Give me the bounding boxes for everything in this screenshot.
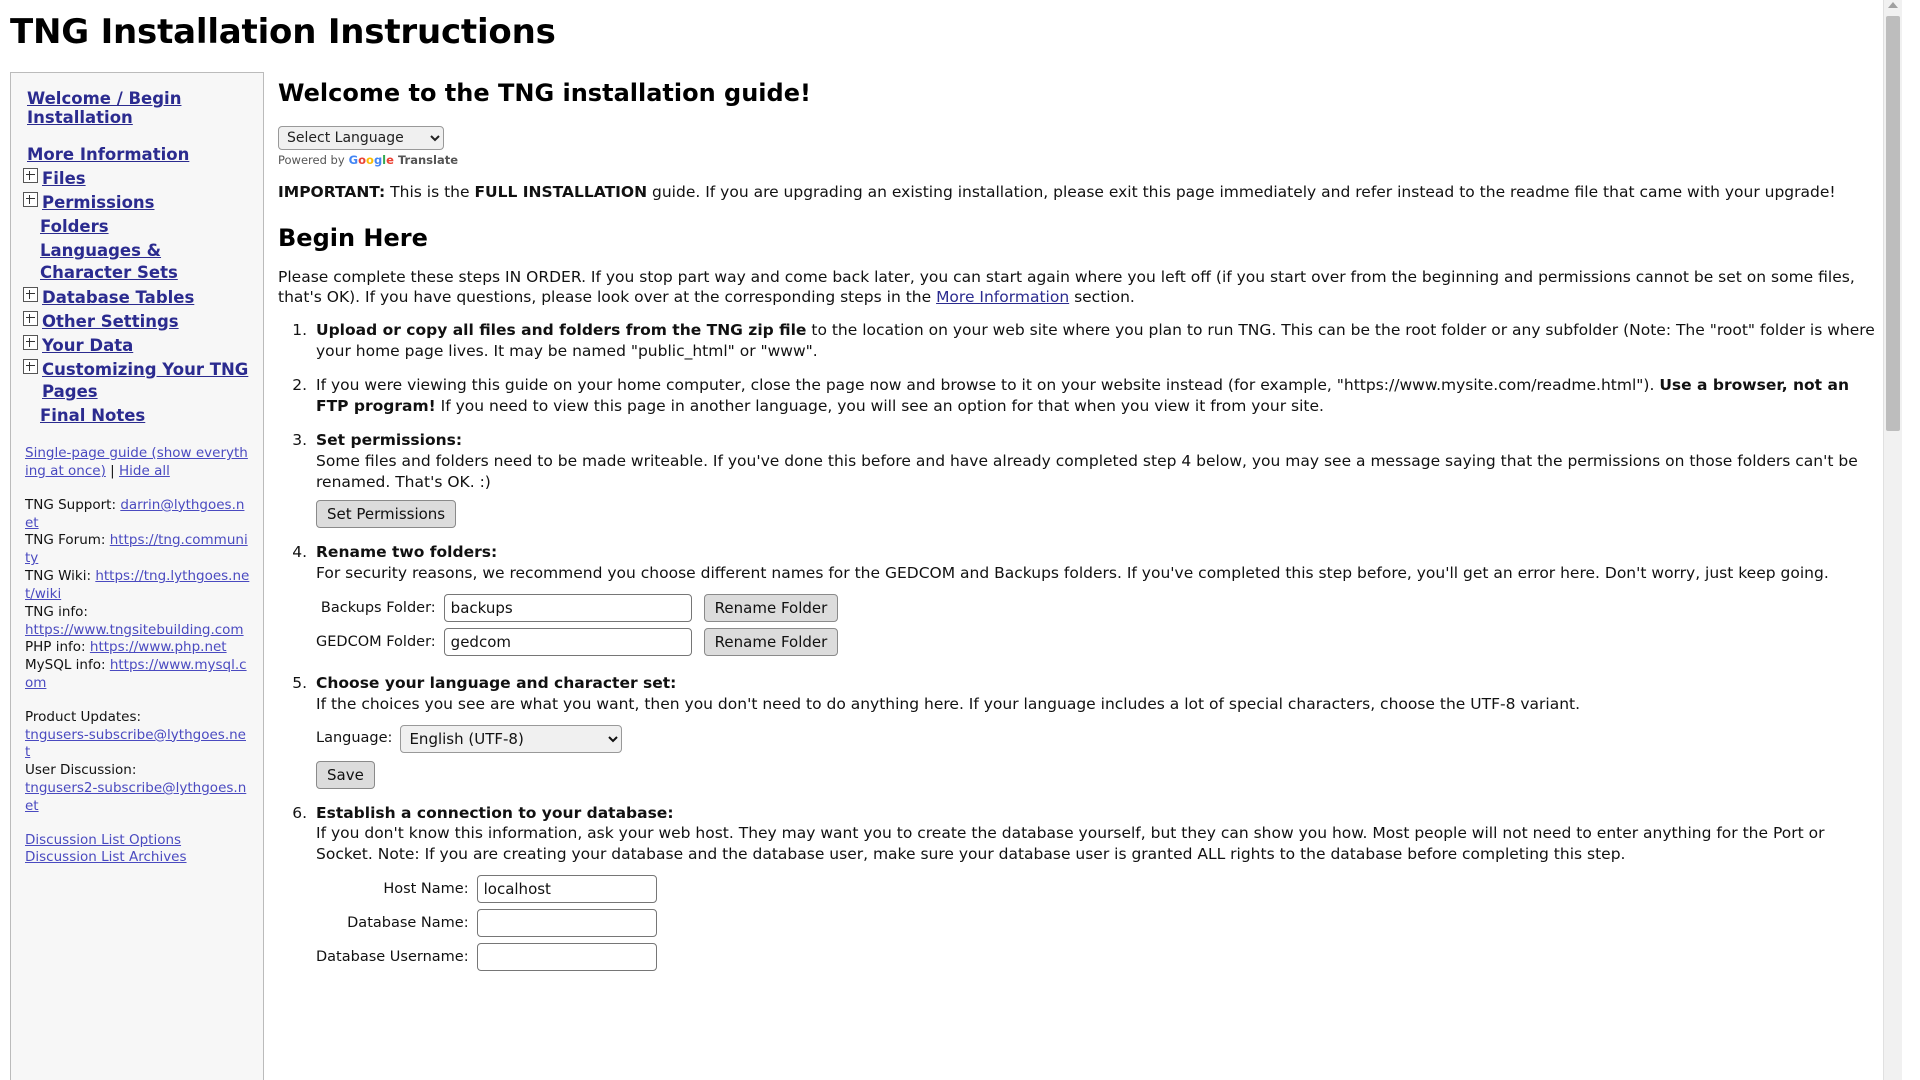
list-label-product-updates: Product Updates: — [25, 708, 142, 725]
language-select[interactable] — [400, 725, 622, 753]
expand-box-icon[interactable] — [23, 168, 38, 183]
important-notice — [278, 182, 1878, 203]
contact-row-tng-info — [25, 604, 251, 640]
discussion-list-archives-link[interactable]: Discussion List Archives — [25, 849, 187, 866]
contact-label: TNG info: — [25, 603, 88, 620]
expand-box-icon[interactable] — [23, 192, 38, 207]
expand-box-icon[interactable] — [23, 311, 38, 326]
product-updates-subscribe-link[interactable]: tngusers-subscribe@lythgoes.net — [25, 726, 246, 761]
powered-by-google-translate — [278, 153, 1878, 168]
gedcom-folder-row — [316, 625, 844, 659]
sidebar-item-label[interactable]: Permissions — [42, 193, 155, 213]
sidebar — [10, 72, 264, 1080]
sidebar-item-permissions[interactable] — [23, 192, 251, 214]
sidebar-heading-more-information[interactable]: More Information — [27, 145, 190, 164]
expand-box-icon[interactable] — [23, 335, 38, 350]
contact-row-tng-forum — [25, 532, 251, 568]
step-4-text: For security reasons, we recommend you choose different names for the GEDCOM and Backups folders. If you've completed this step before, you'll get an error here. Don't worry, just keep going. — [316, 563, 1829, 582]
contact-label: TNG Forum: — [25, 532, 106, 549]
tng-forum-link[interactable]: https://tng.community — [25, 532, 248, 567]
list-label-user-discussion: User Discussion: — [25, 762, 137, 779]
spacer-icon — [23, 242, 36, 255]
php-info-link[interactable]: https://www.php.net — [89, 639, 227, 656]
contact-row-php-info — [25, 639, 251, 657]
discussion-list-options-link[interactable]: Discussion List Options — [25, 831, 182, 848]
step-4-rename-folders — [312, 542, 1878, 659]
step-6-text: If you don't know this information, ask your web host. They may want you to create the database yourself, but they can show you how. Most people will not need to enter anything for the Port or Socket. Note: If you are creating your database and the database user, make sure your database user is granted ALL rights to the database before completing this step. — [316, 824, 1825, 863]
tng-info-link[interactable]: https://www.tngsitebuilding.com — [25, 621, 244, 638]
expand-box-icon[interactable] — [23, 359, 38, 374]
sidebar-item-final-notes[interactable] — [23, 405, 251, 427]
sidebar-navigation — [11, 89, 263, 427]
sidebar-item-label[interactable]: Final Notes — [40, 406, 146, 426]
database-name-label: Database Name: — [347, 914, 469, 931]
sidebar-guide-links — [11, 445, 263, 481]
backups-folder-input[interactable] — [444, 594, 692, 622]
google-letter-l: l — [382, 152, 387, 167]
host-name-row — [316, 872, 663, 906]
sidebar-discussion-links — [11, 832, 263, 868]
language-selector-row — [316, 725, 1878, 753]
contact-label: MySQL info: — [25, 657, 106, 674]
main-content — [264, 72, 1902, 988]
powered-by-label: Powered by — [278, 152, 345, 167]
google-translate-widget — [278, 126, 1878, 168]
step-2-bold-use-browser: Use a browser, not an FTP program! — [316, 376, 1849, 415]
sidebar-item-label[interactable]: Your Data — [42, 335, 134, 355]
vertical-scrollbar[interactable] — [1883, 0, 1902, 1080]
begin-here-heading: Begin Here — [278, 223, 428, 252]
sidebar-item-languages-character-sets[interactable] — [23, 240, 251, 284]
translate-label: Translate — [397, 152, 458, 167]
database-username-row — [316, 940, 663, 974]
host-name-input[interactable] — [477, 875, 657, 903]
gedcom-folder-label: GEDCOM Folder: — [316, 633, 436, 650]
spacer-icon — [23, 218, 36, 231]
rename-gedcom-folder-button[interactable]: Rename Folder — [704, 628, 839, 656]
sidebar-mailing-lists — [11, 709, 263, 816]
hide-all-link[interactable]: Hide all — [119, 463, 170, 480]
contact-row-mysql-info — [25, 657, 251, 693]
tng-support-email-link[interactable]: darrin@lythgoes.net — [25, 496, 245, 531]
step-4-heading: Rename two folders: — [316, 543, 498, 562]
google-logo-text — [349, 153, 394, 167]
google-letter-g: G — [348, 152, 359, 167]
database-username-label: Database Username: — [316, 948, 469, 965]
database-connection-form — [316, 872, 663, 974]
contact-row-tng-support — [25, 497, 251, 533]
rename-backups-folder-button[interactable]: Rename Folder — [704, 594, 839, 622]
spacer — [11, 429, 263, 445]
sidebar-item-folders[interactable] — [23, 216, 251, 238]
step-3-heading: Set permissions: — [316, 431, 463, 450]
expand-box-icon[interactable] — [23, 287, 38, 302]
step-2-browse-from-website — [312, 375, 1878, 416]
sidebar-item-database-tables[interactable] — [23, 287, 251, 309]
google-letter-g2: g — [373, 152, 383, 167]
google-letter-o1: o — [358, 152, 367, 167]
more-information-link[interactable]: More Information — [936, 288, 1070, 307]
contact-label: TNG Support: — [25, 496, 117, 513]
sidebar-contacts — [11, 497, 263, 693]
important-text-2: guide. If you are upgrading an existing installation, please exit this page immediately and refer instead to the readme file that came with your upgrade! — [647, 183, 1836, 202]
sidebar-item-welcome[interactable]: Welcome / Begin Installation — [27, 89, 182, 127]
google-letter-o2: o — [366, 152, 374, 167]
step-5-text: If the choices you see are what you want, then you don't need to do anything here. If your language includes a lot of special characters, choose the UTF-8 variant. — [316, 695, 1581, 714]
sidebar-item-label[interactable]: Database Tables — [42, 287, 195, 307]
step-2-text-1: If you were viewing this guide on your home computer, close the page now and browse to it on your website instead (for example, "https://www.mysite.com/readme.html"). — [316, 376, 1660, 395]
sidebar-item-other-settings[interactable] — [23, 311, 251, 333]
page-layout — [0, 72, 1902, 1080]
select-language-dropdown[interactable] — [278, 126, 444, 150]
database-name-row — [316, 906, 663, 940]
sidebar-item-your-data[interactable] — [23, 335, 251, 357]
begin-here-paragraph — [278, 267, 1878, 308]
sidebar-item-files[interactable] — [23, 168, 251, 190]
database-name-input[interactable] — [477, 909, 657, 937]
step-3-text: Some files and folders need to be made writeable. If you've done this before and have already completed step 4 below, you may see a message saying that the permissions on those folders can't be renamed. That's OK. :) — [316, 451, 1858, 491]
spacer — [11, 481, 263, 497]
link-separator: | — [110, 463, 115, 480]
single-page-guide-link[interactable]: Single-page guide (show everything at once) — [25, 445, 248, 480]
step-2-text-2: If you need to view this page in another language, you will see an option for that when you view it from your site. — [435, 396, 1324, 415]
sidebar-item-customizing-your-tng-pages[interactable] — [23, 359, 251, 403]
backups-folder-row — [316, 591, 844, 625]
important-text-1: This is the — [385, 183, 475, 202]
backups-folder-label: Backups Folder: — [320, 599, 436, 616]
step-5-choose-language — [312, 673, 1878, 788]
google-letter-e: e — [386, 152, 394, 167]
sidebar-item-label[interactable]: Other Settings — [42, 311, 179, 331]
spacer — [11, 816, 263, 832]
language-label: Language: — [316, 729, 393, 746]
set-permissions-button[interactable]: Set Permissions — [316, 500, 456, 528]
sidebar-item-label[interactable]: Files — [42, 169, 86, 188]
step-5-heading: Choose your language and character set: — [316, 674, 677, 693]
user-discussion-subscribe-link[interactable]: tngusers2-subscribe@lythgoes.net — [25, 780, 247, 814]
step-1-text: to the location on your web site where you plan to run TNG. This can be the root folder or any subfolder (Note: The "root" folder is where your home page lives. It may be named "public_html" or "www". — [316, 320, 1875, 360]
rename-folders-form — [316, 591, 844, 659]
gedcom-folder-input[interactable] — [444, 628, 692, 656]
page-title: TNG Installation Instructions — [10, 12, 556, 52]
begin-text-2: section. — [1069, 288, 1135, 307]
begin-text-1: Please complete these steps IN ORDER. If you stop part way and come back later, you can start again where you left off (if you start over from the beginning and permissions cannot be set on some files, that's OK). If you have questions, please look over at the corresponding steps in the — [278, 267, 1855, 307]
database-username-input[interactable] — [477, 943, 657, 971]
scrollbar-thumb[interactable] — [1886, 16, 1900, 431]
scroll-up-arrow-icon[interactable] — [1888, 2, 1898, 8]
mysql-info-link[interactable]: https://www.mysql.com — [25, 657, 247, 691]
step-6-heading: Establish a connection to your database: — [316, 803, 674, 822]
installation-steps-list — [278, 320, 1878, 975]
spacer — [11, 693, 263, 709]
step-1-upload-files — [312, 320, 1878, 361]
sidebar-item-label[interactable]: Folders — [40, 217, 109, 237]
sidebar-item-label[interactable]: Customizing Your TNG Pages — [42, 359, 249, 401]
important-prefix: IMPORTANT: — [278, 183, 386, 202]
main-heading: Welcome to the TNG installation guide! — [278, 79, 811, 107]
sidebar-item-label[interactable]: Languages & Character Sets — [40, 241, 178, 283]
tng-wiki-link[interactable]: https://tng.lythgoes.net/wiki — [25, 568, 250, 602]
contact-label: PHP info: — [25, 639, 86, 656]
save-language-button[interactable]: Save — [316, 761, 375, 789]
contact-label: TNG Wiki: — [25, 568, 92, 585]
step-1-bold-lead: Upload or copy all files and folders from the TNG zip file — [316, 320, 807, 339]
step-6-database-connection — [312, 803, 1878, 975]
step-3-set-permissions — [312, 430, 1878, 528]
spacer-icon — [23, 407, 36, 420]
host-name-label: Host Name: — [383, 880, 469, 897]
contact-row-tng-wiki — [25, 568, 251, 604]
important-bold-full-installation: FULL INSTALLATION — [474, 183, 648, 202]
